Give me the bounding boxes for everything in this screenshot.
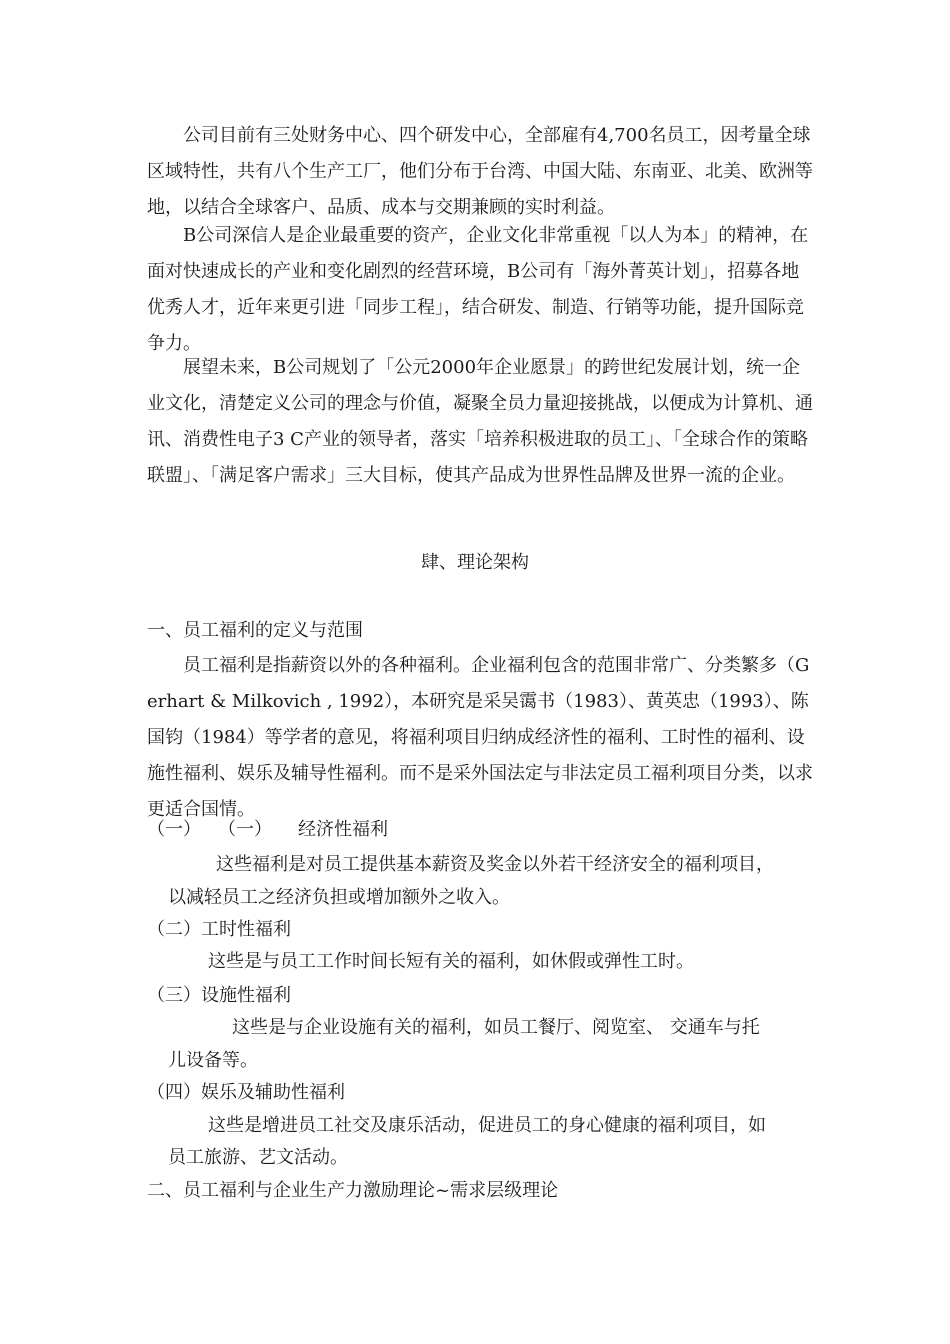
section-heading: 肆、理论架构 (421, 552, 529, 573)
item-label-2: （二）工时性福利 (147, 919, 291, 940)
item-body-1-line2: 以减轻员工之经济负担或增加额外之收入。 (168, 887, 510, 908)
item-body-1-line1: 这些福利是对员工提供基本薪资及奖金以外若干经济安全的福利项目， (216, 854, 774, 875)
item-label-3: （三）设施性福利 (147, 985, 291, 1006)
item-label-1a: （一） (147, 819, 201, 840)
item-body-3-line1: 这些是与企业设施有关的福利，如员工餐厅、阅览室、 交通车与托 (232, 1017, 760, 1038)
subsection-title-definition: 一、员工福利的定义与范围 (147, 620, 363, 641)
item-label-4: （四）娱乐及辅助性福利 (147, 1082, 345, 1103)
subsection-title-motivation: 二、员工福利与企业生产力激励理论~需求层级理论 (147, 1180, 559, 1201)
paragraph-corporate-culture: B公司深信人是企业最重要的资产，企业文化非常重视「以人为本」的精神，在面对快速成长的产业和变化剧烈的经营环境，B公司有「海外菁英计划」，招募各地优秀人才，近年来更引进「同步工程」，结合研发、制造、行销等功能，提升国际竞争力。 (147, 225, 809, 354)
item-body-4-line2: 员工旅游、艺文活动。 (168, 1147, 348, 1168)
item-body-4-line1: 这些是增进员工社交及康乐活动，促进员工的身心健康的福利项目，如 (208, 1115, 766, 1136)
item-body-3-line2: 儿设备等。 (168, 1050, 258, 1071)
paragraph-welfare-definition: 员工福利是指薪资以外的各种福利。企业福利包含的范围非常广、分类繁多（Gerhart & Milkovich , 1992），本研究是采吴霭书（1983）、黄英忠（1993）、陈国钧（1984）等学者的意见，将福利项目归纳成经济性的福利、工时性的福利、设施性福利、娱乐及辅导性福利。而不是采外国法定与非法定员工福利项目分类，以求更适合国情。 (147, 655, 813, 820)
item-body-2-line1: 这些是与员工工作时间长短有关的福利，如休假或弹性工时。 (208, 951, 694, 972)
item-title-1: 经济性福利 (298, 819, 388, 840)
paragraph-future-vision: 展望未来，B公司规划了「公元2000年企业愿景」的跨世纪发展计划，统一企业文化，清楚定义公司的理念与价值，凝聚全员力量迎接挑战，以便成为计算机、通讯、消费性电子3 C产业的领导者，落实「培养积极进取的员工」、「全球合作的策略联盟」、「满足客户需求」三大目标，使其产品成为世界性品牌及世界一流的企业。 (147, 357, 813, 486)
paragraph-company-overview: 公司目前有三处财务中心、四个研发中心，全部雇有4,700名员工，因考量全球区域特性，共有八个生产工厂，他们分布于台湾、中国大陆、东南亚、北美、欧洲等地，以结合全球客户、品质、成本与交期兼顾的实时利益。 (147, 125, 813, 218)
item-label-1b: （一） (218, 819, 272, 840)
